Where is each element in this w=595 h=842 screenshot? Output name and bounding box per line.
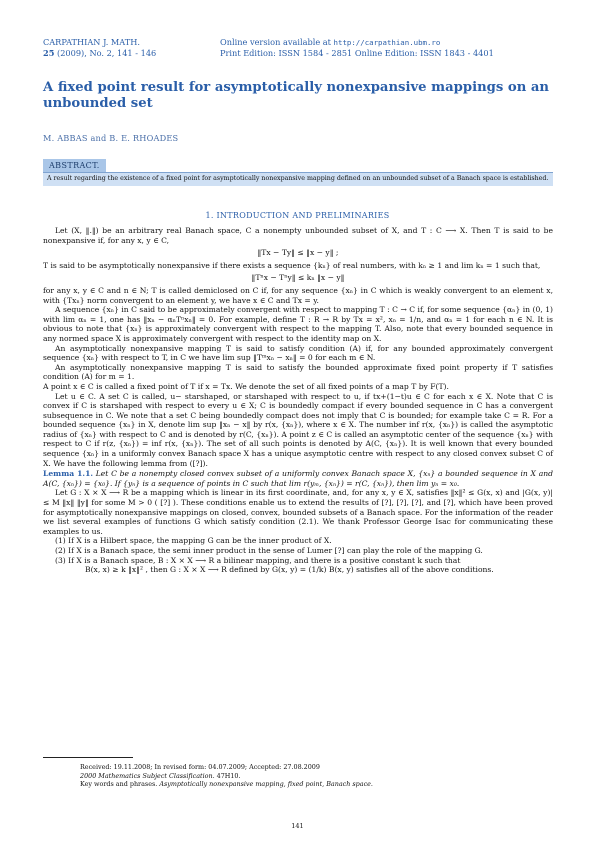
- abstract-box: [43, 153, 553, 186]
- list-item: (3) If X is a Banach space, B : X × X ⟶ R a bilinear mapping, and there is a positive constant k such that: [55, 555, 461, 565]
- equation: ‖Tx − Ty‖ ≤ ‖x − y‖ ;: [257, 248, 339, 258]
- received-dates: Received: 19.11.2008; In revised form: 04.07.2009; Accepted: 27.08.2009: [80, 763, 320, 771]
- list-item: (2) If X is a Banach space, the semi inner product in the sense of Lumer [?] can play the role of the mapping G.: [55, 546, 483, 555]
- online-prefix: Online version available at: [220, 37, 334, 47]
- journal-info: [43, 37, 156, 59]
- page-number: 141: [291, 822, 304, 830]
- paragraph: An asymptotically nonexpansive mapping T is said to satisfy the bounded approximate fixed point property if T satisfies condition (A) for m = 1.: [43, 362, 553, 382]
- paragraph: A point x ∈ C is called a fixed point of T if x = Tx. We denote the set of all fixed points of a map T by F(T).: [43, 381, 449, 391]
- print-edition: Print Edition: ISSN 1584 - 2851 Online Edition: ISSN 1843 - 4401: [220, 48, 494, 58]
- online-version-line: [220, 37, 494, 48]
- paper-authors: M. ABBAS and B. E. RHOADES: [43, 133, 179, 143]
- equation: ‖Tⁿx − Tⁿy‖ ≤ kₙ ‖x − y‖: [251, 273, 345, 283]
- paper-title: A fixed point result for asymptotically nonexpansive mappings on an unbounded set: [43, 80, 550, 111]
- paragraph: T is said to be asymptotically nonexpansive if there exists a sequence {kₙ} of real numbers, with kₙ ≥ 1 and lim kₙ = 1 such that,: [43, 260, 541, 270]
- list-item-continuation: B(x, x) ≥ k ‖x‖² , then G : X × X ⟶ R defined by G(x, y) = (1/k) B(x, y) satisfies all of the above conditions.: [85, 565, 494, 575]
- journal-name: CARPATHIAN J. MATH.: [43, 37, 140, 47]
- msc-classification: [80, 772, 550, 781]
- list-item: (1) If X is a Hilbert space, the mapping G can be the inner product of X.: [55, 536, 332, 546]
- section-heading: 1. INTRODUCTION AND PRELIMINARIES: [205, 211, 390, 220]
- online-url-link[interactable]: http://carpathian.ubm.ro: [333, 38, 441, 47]
- paragraph: Let (X, ‖.‖) be an arbitrary real Banach space, C a nonempty unbounded subset of X, and T : C ⟶ X. Then T is said to be nonexpansive if, for any x, y ∈ C,: [43, 226, 553, 245]
- paragraph: for any x, y ∈ C and n ∈ N; T is called demiclosed on C if, for any sequence {xₙ} in C which is weakly convergent to an element x, with {Txₙ} norm convergent to an element y, we have x ∈ C and Tx = y.: [43, 285, 553, 305]
- journal-volume: 25: [43, 48, 55, 58]
- lemma: [43, 469, 553, 488]
- journal-volume-line: [43, 48, 156, 59]
- lemma-statement: Let C be a nonempty closed convex subset of a uniformly convex Banach space X, {xₙ} a bounded sequence in X and A(C, {xₙ}) = {x₀}. If {yₙ} is a sequence of points in C such that lim r(yₘ, {xₙ}) = r(C, {xₙ}), then lim yₙ = x₀.: [43, 469, 553, 488]
- lemma-heading: Lemma 1.1.: [43, 469, 93, 479]
- edition-info: [220, 37, 494, 59]
- msc-label: 2000 Mathematics Subject Classification.: [80, 771, 215, 780]
- paragraph: A sequence {xₙ} in C said to be approximately convergent with respect to mapping T : C → C if, for some sequence {αₙ} in (0, 1) with lim αₙ = 1, one has ‖xₙ − αₙTⁿxₙ‖ = 0. For example, define T : R → R by Tx = x², xₙ = 1/n, and αₙ = 1 for each n ∈ N. It is obvious to note that {xₙ} is approximately convergent with respect to the mapping T. Also, note that every bounded sequence in any normed space X is approximately convergent with respect to the identity map on X.: [43, 305, 553, 343]
- msc-code: 47H10.: [214, 771, 241, 780]
- abstract-label: ABSTRACT.: [43, 159, 106, 172]
- abstract-text: A result regarding the existence of a fixed point for asymptotically nonexpansive mapping defined on an unbounded subset of a Banach space is established.: [43, 172, 553, 186]
- paper-body: [43, 226, 553, 575]
- keywords: [80, 780, 550, 789]
- journal-issue-pages: (2009), No. 2, 141 - 146: [54, 48, 157, 58]
- keywords-text: Asymptotically nonexpansive mapping, fixed point, Banach space.: [157, 780, 373, 789]
- paragraph: An asymptotically nonexpansive mapping T is said to satisfy condition (A) if, for any bounded approximately convergent sequence {xₙ} with respect to T, in C we have lim sup ‖Tᵐxₙ − xₙ‖ = 0 for each m ∈ N.: [43, 343, 553, 363]
- keywords-label: Key words and phrases.: [80, 780, 158, 789]
- paragraph: Let G : X × X ⟶ R be a mapping which is linear in its first coordinate, and, for any x, y ∈ X, satisfies ‖x‖² ≤ G(x, x) and |G(x, y)| ≤ M ‖x‖ ‖y‖ for some M > 0 ( [?] ). These conditions enable us to extend the results of [?], [?], [?], and [?], which have been proved for asymptotically nonexpansive mappings on closed, convex, bounded subsets of a Banach space. For the information of the reader we list several examples of functions G which satisfy condition (2.1). We thank Professor George Isac for communicating these examples to us.: [43, 488, 553, 536]
- footnote-divider: [43, 757, 133, 758]
- paragraph: Let u ∈ C. A set C is called, u− starshaped, or starshaped with respect to u, if tx+(1−t)u ∈ C for each x ∈ X. Note that C is convex if C is starshaped with respect to every u ∈ X; C is boundedly compact if every bounded sequence in C has a convergent subsequence in C. We note that a set C being boundedly compact does not imply that C is bounded; for example take C = R. For a bounded sequence {xₙ} in X, denote lim sup ‖xₙ − x‖ by r(x, {xₙ}), where x ∈ X. The number inf r(x, {xₙ}) is called the asymptotic radius of {xₙ} with respect to C and is denoted by r(C, {xₙ}). A point z ∈ C is called an asymptotic center of the sequence {xₙ} with respect to C if r(z, {xₙ}) = inf r(x, {xₙ}). The set of all such points is denoted by A(C, {xₙ}). It is well known that every bounded sequence {xₙ} in a uniformly convex Banach space X has a unique asymptotic centre with respect to any closed convex subset C of X. We have the following lemma from ([?]).: [43, 391, 553, 468]
- footnote: [80, 763, 550, 789]
